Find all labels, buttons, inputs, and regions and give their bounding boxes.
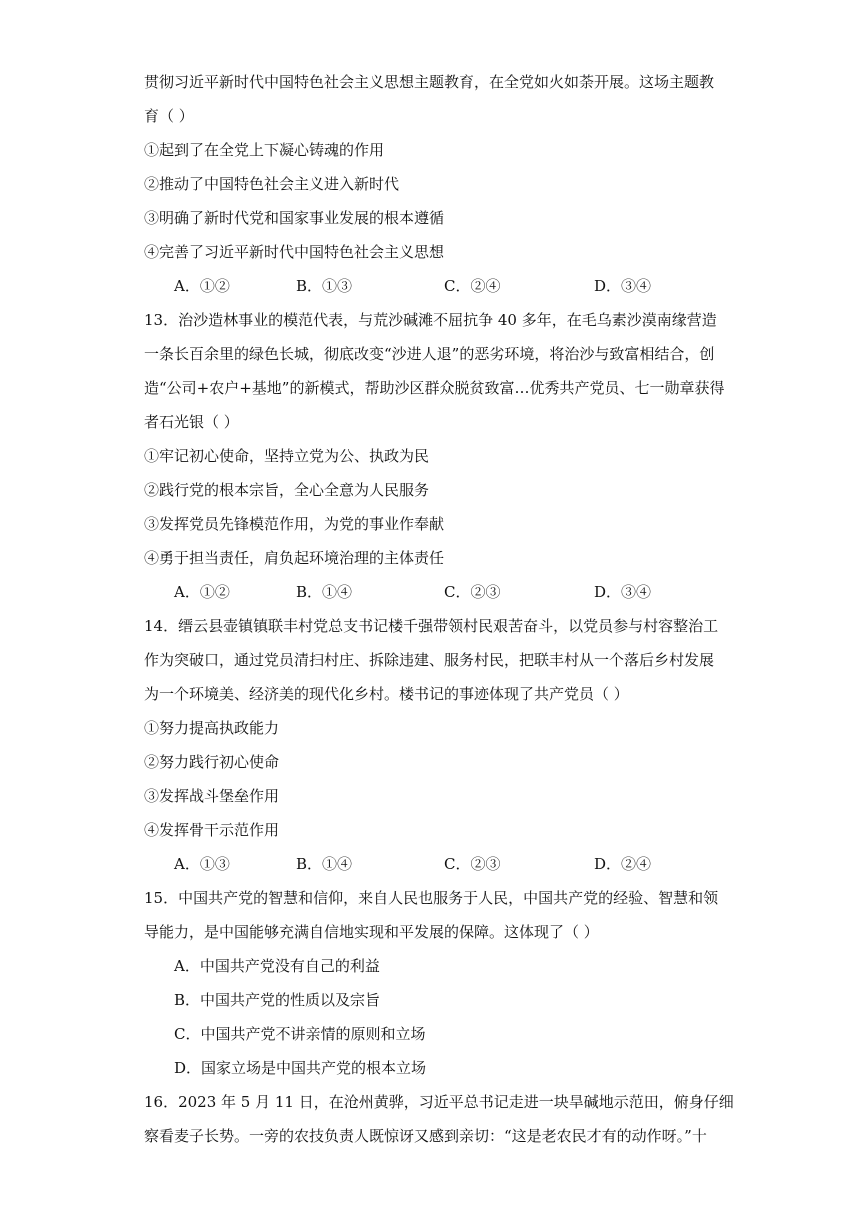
- q14-statement-3: ③发挥战斗堡垒作用: [144, 787, 280, 805]
- q14-stem-line-2: 作为突破口，通过党员清扫村庄、拆除违建、服务村民，把联丰村从一个落后乡村发展: [144, 651, 715, 669]
- q12-stem-line-2: 育（ ）: [144, 107, 194, 125]
- q13-option-d: D．③④: [594, 583, 652, 601]
- q12-option-a: A．①②: [174, 277, 230, 295]
- q12-stem-line-1: 贯彻习近平新时代中国特色社会主义思想主题教育，在全党如火如荼开展。这场主题教: [144, 73, 715, 91]
- q13-stem-line-4: 者石光银（ ）: [144, 413, 239, 431]
- q12-statement-3: ③明确了新时代党和国家事业发展的根本遵循: [144, 209, 445, 227]
- q13-option-a: A．①②: [174, 583, 230, 601]
- q13-statement-2: ②践行党的根本宗旨，全心全意为人民服务: [144, 481, 430, 499]
- q12-statement-4: ④完善了习近平新时代中国特色社会主义思想: [144, 243, 445, 261]
- q13-option-c: C．②③: [444, 583, 501, 601]
- q15-option-b: B．中国共产党的性质以及宗旨: [174, 991, 381, 1009]
- q14-stem-line-1: 14．缙云县壶镇镇联丰村党总支书记楼千强带领村民艰苦奋斗，以党员参与村容整治工: [144, 617, 719, 635]
- q13-statement-1: ①牢记初心使命，坚持立党为公、执政为民: [144, 447, 430, 465]
- q13-stem-line-3: 造“公司+农户+基地”的新模式，帮助沙区群众脱贫致富…优秀共产党员、七一勋章获得: [144, 379, 725, 397]
- q14-statement-2: ②努力践行初心使命: [144, 753, 280, 771]
- q13-statement-3: ③发挥党员先锋模范作用，为党的事业作奉献: [144, 515, 445, 533]
- q14-option-d: D．②④: [594, 855, 652, 873]
- q13-stem-line-1: 13．治沙造林事业的模范代表，与荒沙碱滩不屈抗争 40 多年，在毛乌素沙漠南缘营造: [144, 311, 717, 329]
- q15-option-d: D．国家立场是中国共产党的根本立场: [174, 1059, 427, 1077]
- q14-stem-line-3: 为一个环境美、经济美的现代化乡村。楼书记的事迹体现了共产党员（ ）: [144, 685, 629, 703]
- q15-option-a: A．中国共产党没有自己的利益: [174, 957, 380, 975]
- q14-option-b: B．①④: [296, 855, 353, 873]
- q14-statement-1: ①努力提高执政能力: [144, 719, 280, 737]
- q15-option-c: C．中国共产党不讲亲情的原则和立场: [174, 1025, 426, 1043]
- q15-stem-line-1: 15．中国共产党的智慧和信仰，来自人民也服务于人民，中国共产党的经验、智慧和领: [144, 889, 719, 907]
- q16-stem-line-2: 察看麦子长势。一旁的农技负责人既惊讶又感到亲切：“这是老农民才有的动作呀。”十: [144, 1127, 707, 1145]
- q14-statement-4: ④发挥骨干示范作用: [144, 821, 280, 839]
- q13-stem-line-2: 一条长百余里的绿色长城，彻底改变“沙进人退”的恶劣环境，将治沙与致富相结合，创: [144, 345, 715, 363]
- q12-option-d: D．③④: [594, 277, 652, 295]
- q13-statement-4: ④勇于担当责任，肩负起环境治理的主体责任: [144, 549, 445, 567]
- q12-statement-2: ②推动了中国特色社会主义进入新时代: [144, 175, 400, 193]
- q16-stem-line-1: 16．2023 年 5 月 11 日，在沧州黄骅，习近平总书记走进一块旱碱地示范田，俯身仔细: [144, 1093, 734, 1111]
- q15-stem-line-2: 导能力，是中国能够充满自信地实现和平发展的保障。这体现了（ ）: [144, 923, 599, 941]
- q14-option-a: A．①③: [174, 855, 230, 873]
- q12-statement-1: ①起到了在全党上下凝心铸魂的作用: [144, 141, 385, 159]
- q14-option-c: C．②③: [444, 855, 501, 873]
- q13-option-b: B．①④: [296, 583, 353, 601]
- q12-option-b: B．①③: [296, 277, 353, 295]
- q12-option-c: C．②④: [444, 277, 501, 295]
